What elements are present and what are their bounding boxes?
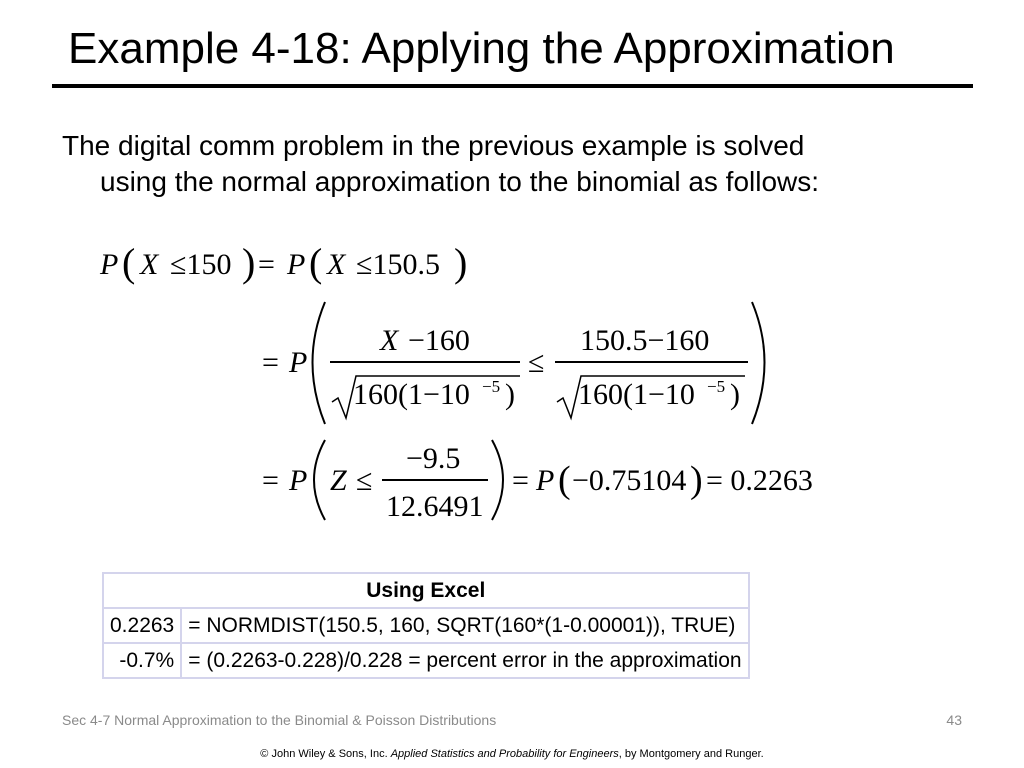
excel-header: Using Excel — [103, 573, 749, 608]
svg-text:): ) — [505, 378, 515, 411]
equation-line-3 — [262, 440, 813, 523]
svg-text:=: = — [258, 248, 275, 281]
book-title: Applied Statistics and Probability for Engineers — [390, 748, 619, 760]
copyright-suffix: , by Montgomery and Runger. — [618, 748, 764, 760]
svg-text:≤150.5: ≤150.5 — [356, 248, 440, 281]
svg-text:X: X — [327, 248, 346, 281]
svg-text:=: = — [262, 346, 279, 379]
excel-header-row — [103, 573, 749, 608]
excel-formula: = NORMDIST(150.5, 160, SQRT(160*(1-0.00001)), TRUE) — [181, 608, 748, 643]
svg-text:−9.5: −9.5 — [406, 442, 461, 475]
page-number: 43 — [946, 712, 962, 728]
svg-text:): ) — [454, 240, 468, 285]
svg-text:≤150: ≤150 — [170, 248, 232, 281]
svg-text:(: ( — [122, 240, 136, 285]
svg-text:≤: ≤ — [356, 464, 373, 497]
svg-text:(: ( — [558, 459, 571, 501]
svg-text:−5: −5 — [482, 377, 501, 396]
svg-text:P: P — [100, 248, 119, 281]
slide-title: Example 4-18: Applying the Approximation — [68, 24, 895, 73]
table-row — [103, 608, 749, 643]
svg-text:=: = — [262, 464, 279, 497]
svg-text:(: ( — [309, 240, 323, 285]
svg-text:160(1−10: 160(1−10 — [353, 378, 470, 411]
excel-value: 0.2263 — [103, 608, 181, 643]
svg-text:): ) — [690, 459, 703, 501]
svg-text:P: P — [287, 248, 306, 281]
svg-text:150.5−160: 150.5−160 — [580, 324, 710, 357]
intro-line-1: The digital comm problem in the previous example is solved — [62, 130, 805, 161]
equation-line-2 — [262, 302, 765, 424]
svg-text:): ) — [242, 240, 256, 285]
svg-text:P: P — [289, 464, 308, 497]
svg-text:= 0.2263: = 0.2263 — [706, 464, 813, 497]
copyright-line — [0, 748, 1024, 760]
excel-value: -0.7% — [103, 643, 181, 678]
excel-table — [102, 572, 750, 679]
footer-section-label: Sec 4-7 Normal Approximation to the Binomial & Poisson Distributions — [62, 712, 497, 728]
svg-text:P: P — [536, 464, 555, 497]
table-row — [103, 643, 749, 678]
svg-text:=: = — [512, 464, 529, 497]
svg-text:X: X — [380, 324, 399, 357]
svg-text:≤: ≤ — [528, 346, 545, 379]
intro-line-2: using the normal approximation to the binomial as follows: — [100, 166, 820, 197]
equation-line-1 — [99, 240, 467, 285]
excel-formula: = (0.2263-0.228)/0.228 = percent error in the approximation — [181, 643, 748, 678]
svg-text:−160: −160 — [408, 324, 470, 357]
svg-text:X: X — [140, 248, 159, 281]
svg-text:−0.75104: −0.75104 — [572, 464, 687, 497]
svg-text:160(1−10: 160(1−10 — [578, 378, 695, 411]
svg-text:): ) — [730, 378, 740, 411]
svg-text:12.6491: 12.6491 — [386, 490, 484, 523]
svg-text:Z: Z — [330, 464, 347, 497]
svg-text:−5: −5 — [707, 377, 726, 396]
copyright-prefix: © John Wiley & Sons, Inc. — [260, 748, 388, 760]
svg-text:P: P — [289, 346, 308, 379]
